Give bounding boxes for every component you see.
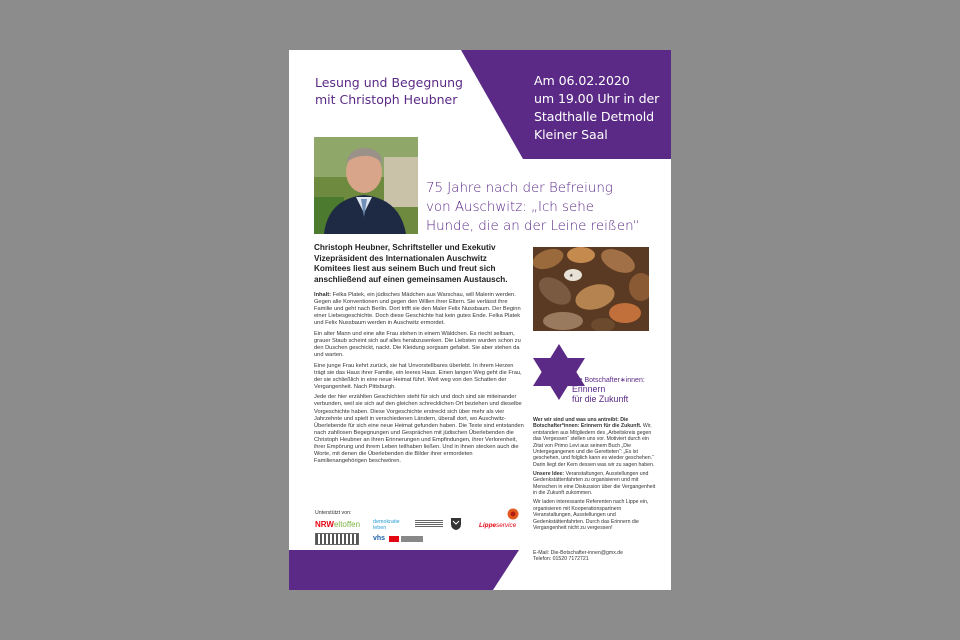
side-paragraph xyxy=(533,471,657,497)
contact-phone: Telefon: 01520 7172721 xyxy=(533,556,589,563)
partner-logo xyxy=(315,533,359,545)
event-date-info xyxy=(534,72,668,144)
org-name-line: Die Botschafter∗innen: xyxy=(572,377,645,384)
organization-name xyxy=(572,377,667,404)
body-paragraph: Eine junge Frau kehrt zurück, sie hat Unvorstellbares überlebt. In ihrem Herzen trägt sie das Haus ihrer Familie, ein leeres Haus. Einen langen Weg geht die Frau, der sie schließlich in eine neue Heimat führt. Weit weg von den Schatten der Vergangenheit. Nach Pittsburgh. xyxy=(314,362,522,390)
contact-info xyxy=(533,550,657,563)
side-text: Wir, entstanden aus Mitgliedern des „Arbeitskreis gegen das Vergessen“ stellen uns vor. Motiviert durch ein Zitat von Primo Levi aus seinem Buch „Die Untergegangenen und die Geretteten“: „Es ist geschehen, und folglich kann es wieder geschehen.“ Darin liegt der Kern dessen was wir zu sagen haben. xyxy=(533,423,655,468)
demokratie-leben-logo: demokratie leben xyxy=(373,519,400,532)
nrw-logo-suffix: eltoffen xyxy=(333,520,361,529)
headline-line: Hunde, die an der Leine reißen“ xyxy=(426,219,640,234)
nrw-coat-of-arms-icon xyxy=(451,518,461,532)
flyer-page xyxy=(289,50,671,590)
body-paragraph-text: Felka Platek, ein jüdisches Mädchen aus Warschau, will Malerin werden. Gegen alle Konventionen und gegen den Willen ihrer Eltern. Sie verlässt ihre Familie und geht nach Berlin. Dort trifft sie den Maler Felix Nussbaum. Der Beginn einer Liebesgeschichte. Doch diese Geschichte hat kein gutes Ende. Felka Platek und Felix Nussbaum werden in Auschwitz ermordet. xyxy=(314,292,521,327)
lippe-logo-suffix: service xyxy=(496,522,517,529)
footer-bar xyxy=(289,550,519,590)
side-bold: Wer wir sind und was uns antreibt: Die Botschafter*innen: Erinnern für die Zukunft. xyxy=(533,417,642,430)
leaves-photo xyxy=(533,247,649,331)
side-bold: Unsere Idee: xyxy=(533,471,565,478)
side-text: Veranstaltungen, Ausstellungen und Gedenkstättenfahrten zu organisieren und mit Menschen in eine Diskussion über die Vergangenheit in die Zukunft zukommen. xyxy=(533,471,656,497)
event-title-line: Lesung und Begegnung xyxy=(315,75,463,90)
lippe-logo-text: Lippe xyxy=(479,522,497,529)
headline-line: 75 Jahre nach der Befreiung xyxy=(426,181,613,196)
venue-line: Stadthalle Detmold xyxy=(534,109,655,124)
room-line: Kleiner Saal xyxy=(534,127,608,142)
organization-description xyxy=(533,417,657,534)
lippe-service-logo xyxy=(479,522,516,529)
body-paragraph: Ein alter Mann und eine alte Frau stehen in einem Wäldchen. Es riecht seltsam, grauer Staub scheint sich auf alles herabzusenken. Die Liebsten wurden schon zu den Duschen geschickt, nackt. Die Kleidung sorgsam gefaltet. Sie aber stehen da und warten. xyxy=(314,330,521,359)
body-label: Inhalt: xyxy=(314,292,332,298)
body-paragraph xyxy=(314,292,526,327)
date-line: Am 06.02.2020 xyxy=(534,73,630,88)
rose-icon xyxy=(507,508,519,522)
org-name-line: Erinnern xyxy=(572,384,606,394)
side-paragraph: Wir laden interessante Referenten nach Lippe ein, organisieren mit Kooperationspartnern Veranstaltungen, Ausstellungen und Gedenkstättenfahrten. Durch das Erinnern die Vergangenheit nicht zu vergessen! xyxy=(533,499,649,532)
event-title-line: mit Christoph Heubner xyxy=(315,92,458,107)
contact-email[interactable]: E-Mail: Die-Botschafter-innen@gmx.de xyxy=(533,550,624,556)
side-paragraph xyxy=(533,417,657,468)
vhs-sub-logo xyxy=(389,536,423,542)
nrw-logo-text: NRW xyxy=(315,520,334,529)
body-text xyxy=(314,292,526,469)
intro-paragraph: Christoph Heubner, Schriftsteller und Exekutiv Vizepräsident des Internationalen Auschwitz Komitees liest aus seinem Buch und freut sich anschließend auf einen gemeinsamen Austausch. xyxy=(314,243,508,284)
nrw-logo xyxy=(315,520,360,529)
time-line: um 19.00 Uhr in der xyxy=(534,91,660,106)
headline-line: von Auschwitz: „Ich sehe xyxy=(426,200,594,215)
event-title xyxy=(315,74,475,108)
author-portrait xyxy=(314,137,418,234)
svg-text:★: ★ xyxy=(569,273,574,279)
vhs-logo: vhs xyxy=(373,535,386,542)
ministry-logo xyxy=(415,520,443,528)
org-name-line: für die Zukunft xyxy=(572,393,629,404)
body-paragraph: Jede der hier erzählten Geschichten steht für sich und doch sind sie miteinander verbunden, weil sie sich auf den gleichen schrecklichen Ort beziehen und dieselbe Vorgeschichte haben. Diese Vorgeschichte erstreckt sich über mehr als vier Jahrzehnte und spielt in verschiedenen Ländern, überall dort, wo Auschwitz-Überlebende für sich eine neue Heimat gefunden haben. Die Texte sind entstanden nach zahllosen Begegnungen und Gesprächen mit jüdischen Überlebenden die Christoph Heubner an ihren Erinnerungen und Empfindungen, ihrer Verlorenheit, ihrer Empörung und ihrem Leben teilhaben ließen. Und in ihnen stecken auch die Worte, mit denen die Überlebenden die Bilder ihrer ermordeten Familienangehörigen beschwören. xyxy=(314,394,524,465)
headline xyxy=(426,179,656,236)
supporters-label: Unterstützt von: xyxy=(315,510,352,516)
